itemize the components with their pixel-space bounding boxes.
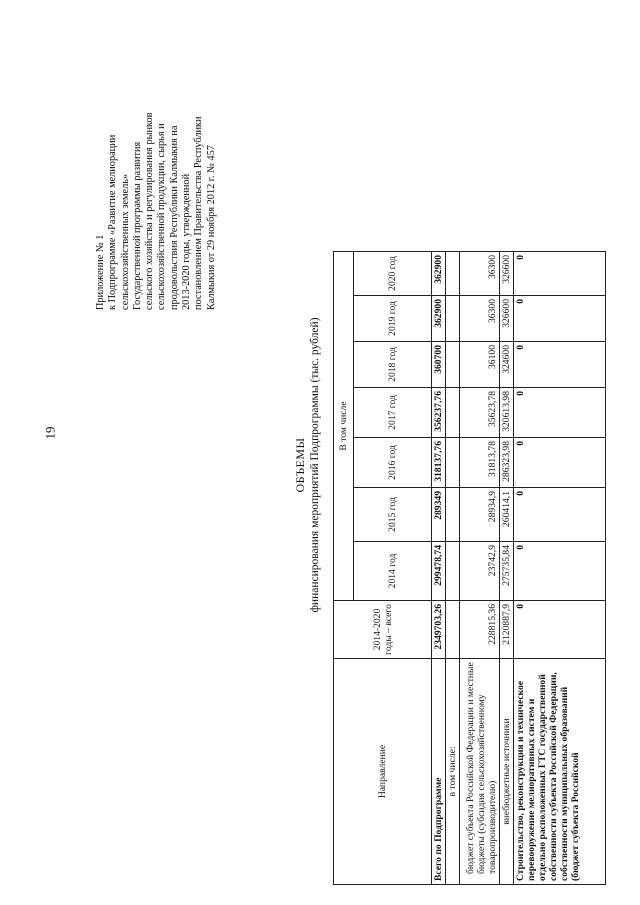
header-year: 2020 год	[354, 252, 432, 296]
cell: 0	[514, 601, 606, 659]
header-year: 2015 год	[354, 488, 432, 542]
table-row	[500, 252, 514, 885]
header-total: 2014-2020 годы – всего	[334, 601, 432, 659]
cell: 289349	[432, 488, 446, 542]
appendix-line: Калмыкия от 29 ноября 2012 г. № 457	[205, 145, 217, 310]
cell: 320613,98	[500, 388, 514, 438]
document-subtitle: финансирования мероприятий Подпрограммы (тыс. рублей)	[309, 317, 321, 613]
table-row	[460, 252, 500, 885]
table-row	[446, 252, 460, 885]
cell: 2349703,26	[432, 601, 446, 659]
row-label: Строительство, реконструкция и техническое перевооружение мелиоративных систем и отдельно расположенных ГТС государственной собственности субъекта Российской Федерации, собственности муниципальных образований (бюджет субъекта Российской	[514, 659, 606, 885]
financing-table	[333, 251, 606, 885]
row-label: внебюджетные источники	[500, 659, 514, 885]
cell: 0	[514, 438, 606, 488]
cell	[446, 438, 460, 488]
cell: 0	[514, 542, 606, 601]
header-year: 2014 год	[354, 542, 432, 601]
cell: 28934,9	[460, 488, 500, 542]
appendix-line: к Подпрограмме «Развитие мелиорации	[107, 134, 119, 310]
header-year: 2016 год	[354, 438, 432, 488]
header-direction: Направление	[334, 659, 432, 885]
cell	[446, 342, 460, 388]
cell: 260414,1	[500, 488, 514, 542]
header-year: 2017 год	[354, 388, 432, 438]
cell: 228815,36	[460, 601, 500, 659]
cell	[446, 296, 460, 342]
appendix-line: сельского хозяйства и регулирования рынков	[144, 112, 156, 310]
cell: 318137,76	[432, 438, 446, 488]
appendix-line: Приложение № 1	[95, 234, 106, 310]
appendix-note	[95, 50, 218, 310]
cell: 2120887,9	[500, 601, 514, 659]
document-title: ОБЪЕМЫ	[293, 437, 307, 493]
header-year: 2018 год	[354, 342, 432, 388]
cell: 36300	[460, 252, 500, 296]
cell: 286323,98	[500, 438, 514, 488]
table-row	[514, 252, 606, 885]
cell: 0	[514, 296, 606, 342]
cell: 23742,9	[460, 542, 500, 601]
cell: 0	[514, 252, 606, 296]
row-label: в том числе:	[446, 659, 460, 885]
cell: 356237,76	[432, 388, 446, 438]
appendix-line: 2013-2020 годы, утвержденной	[181, 173, 193, 310]
table-row	[432, 252, 446, 885]
cell: 0	[514, 388, 606, 438]
page-number: 19	[42, 426, 58, 440]
header-in-that: В том числе	[334, 252, 354, 601]
header-row	[334, 252, 354, 885]
cell: 362900	[432, 296, 446, 342]
cell: 0	[514, 488, 606, 542]
cell: 35623,78	[460, 388, 500, 438]
cell: 362900	[432, 252, 446, 296]
cell: 31813,78	[460, 438, 500, 488]
cell: 299478,74	[432, 542, 446, 601]
appendix-line: постановлением Правительства Республики	[193, 116, 205, 310]
cell: 36300	[460, 296, 500, 342]
cell: 36100	[460, 342, 500, 388]
appendix-line: продовольствия Республики Калмыкия на	[168, 125, 180, 310]
cell: 275735,84	[500, 542, 514, 601]
cell: 0	[514, 342, 606, 388]
cell	[446, 542, 460, 601]
appendix-line: Государственной программы развития	[131, 141, 143, 310]
cell: 324600	[500, 342, 514, 388]
appendix-line: сельскохозяйственных земель»	[119, 173, 131, 310]
header-year: 2019 год	[354, 296, 432, 342]
row-label: Всего по Подпрограмме	[432, 659, 446, 885]
cell	[446, 388, 460, 438]
cell: 326600	[500, 296, 514, 342]
appendix-line: сельскохозяйственной продукции, сырья и	[156, 123, 168, 310]
cell	[446, 252, 460, 296]
cell	[446, 488, 460, 542]
cell: 326600	[500, 252, 514, 296]
cell	[446, 601, 460, 659]
row-label: бюджет субъекта Российской Федерации и местные бюджеты (субсидия сельскохозяйственному товаропроизводителю)	[460, 659, 500, 885]
cell: 360700	[432, 342, 446, 388]
